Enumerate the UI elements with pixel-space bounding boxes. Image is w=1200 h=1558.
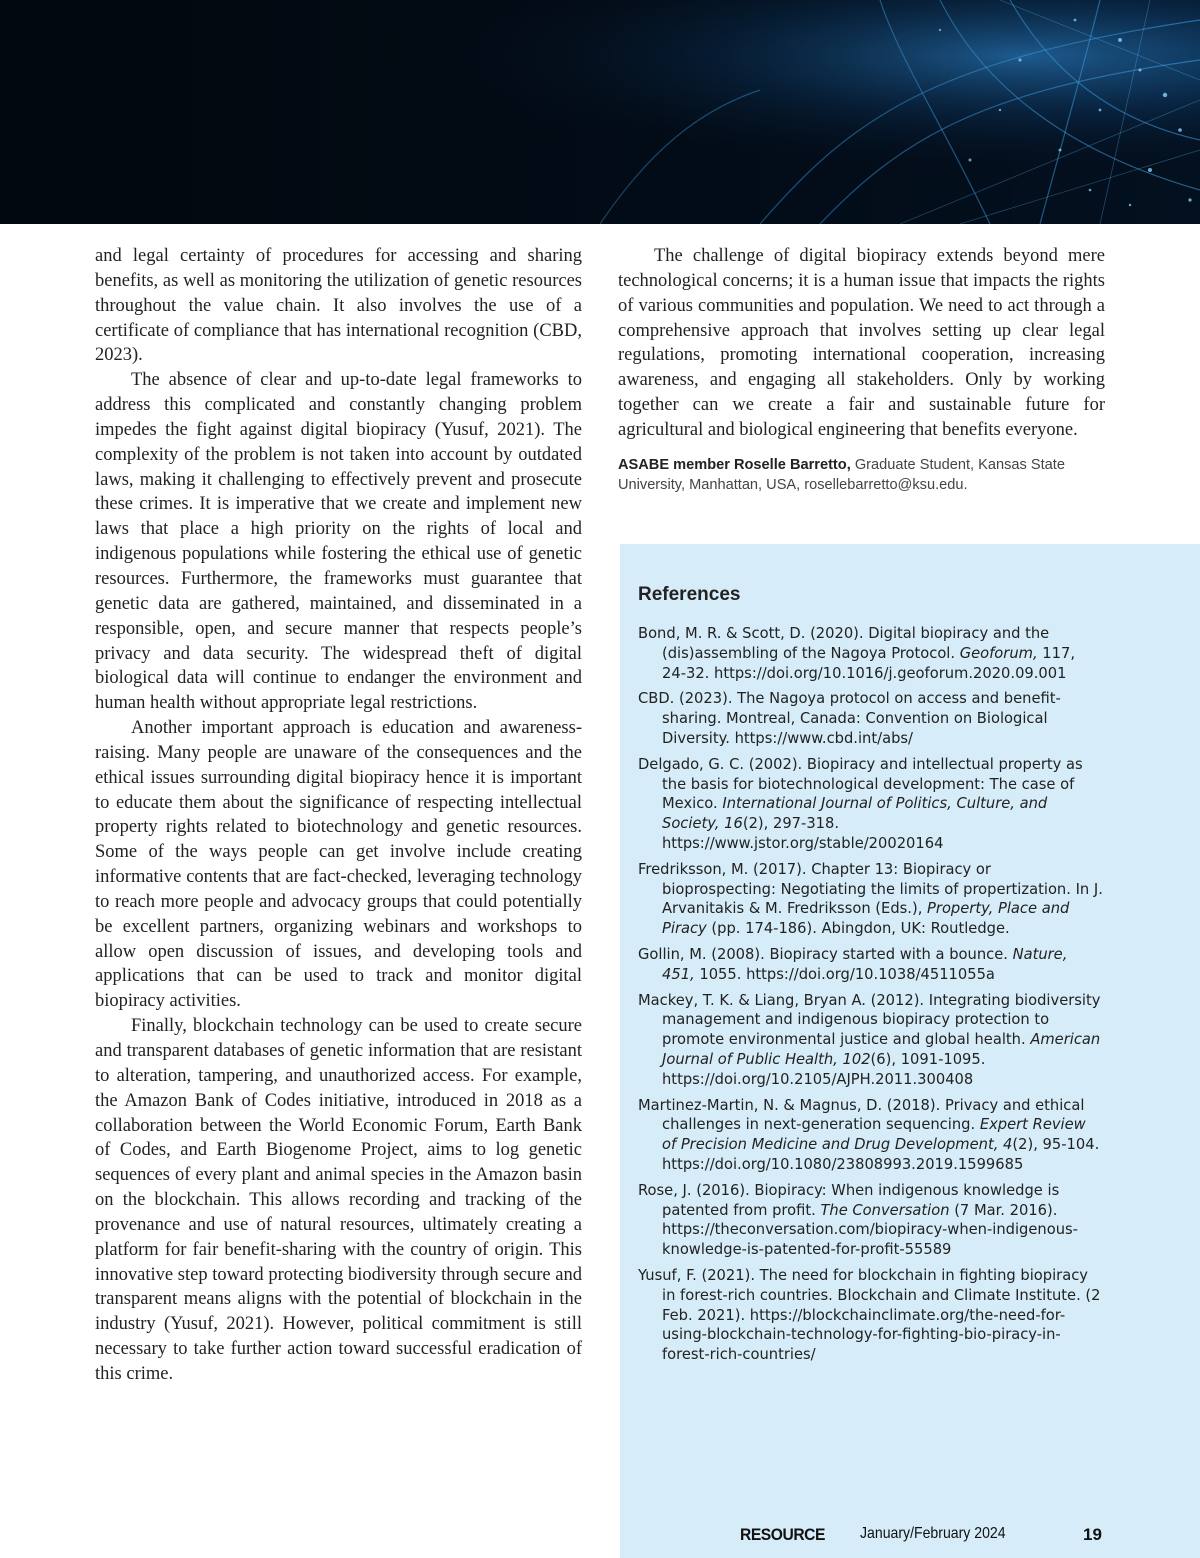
- reference-item: Bond, M. R. & Scott, D. (2020). Digital biopiracy and the (dis)assembling of the Nagoya Protocol. Geoforum, 117, 24-32. https://doi.org/10.1016/j.geoforum.2020.09.001: [638, 625, 1075, 682]
- reference-item: Yusuf, F. (2021). The need for blockchain in fighting biopiracy in forest-rich countries. Blockchain and Climate Institute. (2 Feb. 2021). https://blockchainclimate.org/the-need-for-using-blockchain-technology-for-fighting-bio-piracy-in-forest-rich-countries/: [638, 1266, 1101, 1364]
- body-paragraph: and legal certainty of procedures for accessing and sharing benefits, as well as monitoring the utilization of genetic resources throughout the value chain. It also involves the use of a certificate of compliance that has international recognition (CBD, 2023).: [95, 246, 582, 366]
- footer-magazine-name: RESOURCE: [740, 1525, 825, 1544]
- references-heading: References: [638, 584, 741, 605]
- references-list: [638, 624, 1103, 1365]
- body-paragraph: Another important approach is education and awareness-raising. Many people are unaware of the consequences and the ethical issues surrounding digital biopiracy hence it is important to educate them about the significance of respecting intellectual property rights related to biotechnology and genetic resources. Some of the ways people can get involve include creating informative contents that are fact-checked, leveraging technology to reach more people and advocacy groups that could potentially be excellent partners, organizing webinars and workshops to allow open discussion of issues, and developing tools and applications that can be used to track and monitor digital biopiracy activities.: [95, 718, 582, 1012]
- reference-item: Delgado, G. C. (2002). Biopiracy and intellectual property as the basis for biotechnological development: The case of Mexico. International Journal of Politics, Culture, and Society, 16(2), 297-318. https://www.jstor.org/stable/20020164: [638, 755, 1083, 852]
- references-section: [638, 584, 1103, 1371]
- body-paragraph: The absence of clear and up-to-date legal frameworks to address this complicated and constantly changing problem impedes the fight against digital biopiracy (Yusuf, 2021). The complexity of the problem is not taken into account by outdated laws, making it challenging to effectively prevent and prosecute these crimes. It is imperative that we create and implement new laws that place a high priority on the rights of local and indigenous populations while fostering the ethical use of genetic resources. Furthermore, the frameworks must guarantee that genetic data are gathered, maintained, and disseminated in a responsible, open, and secure manner that respects people’s privacy and data security. The widespread theft of digital biological data will continue to endanger the environment and human health without appropriate legal restrictions.: [95, 370, 582, 714]
- author-info: Graduate Student, Kansas State University, Manhattan, USA, rosellebarretto@ksu.edu.: [618, 456, 1065, 493]
- author-name: ASABE member Roselle Barretto,: [618, 456, 851, 473]
- footer-page-number: 19: [1083, 1525, 1102, 1544]
- body-paragraph: The challenge of digital biopiracy extends beyond mere technological concerns; it is a human issue that impacts the rights of various communities and population. We need to act through a comprehensive approach that involves setting up clear legal regulations, promoting international cooperation, increasing awareness, and engaging all stakeholders. Only by working together can we create a fair and sustainable future for agricultural and biological engineering that benefits everyone.: [618, 246, 1105, 440]
- reference-item: Mackey, T. K. & Liang, Bryan A. (2012). Integrating biodiversity management and indigenous biopiracy protection to promote environmental justice and global health. American Journal of Public Health, 102(6), 1091-1095. https://doi.org/10.2105/AJPH.2011.300408: [638, 991, 1101, 1088]
- article-left-column: [95, 244, 582, 1387]
- reference-item: Rose, J. (2016). Biopiracy: When indigenous knowledge is patented from profit. The Conversation (7 Mar. 2016). https://theconversation.com/biopiracy-when-indigenous-knowledge-is-patented-for-profit-55589: [638, 1181, 1078, 1259]
- reference-item: Fredriksson, M. (2017). Chapter 13: Biopiracy or bioprospecting: Negotiating the limits of propertization. In J. Arvanitakis & M. Fredriksson (Eds.), Property, Place and Piracy (pp. 174-186). Abingdon, UK: Routledge.: [638, 860, 1103, 938]
- reference-item: Martinez-Martin, N. & Magnus, D. (2018). Privacy and ethical challenges in next-generation sequencing. Expert Review of Precision Medicine and Drug Development, 4(2), 95-104. https://doi.org/10.1080/23808993.2019.1599685: [638, 1096, 1100, 1173]
- article-right-column: [618, 244, 1105, 495]
- reference-item: CBD. (2023). The Nagoya protocol on access and benefit-sharing. Montreal, Canada: Convention on Biological Diversity. https://www.cbd.int/abs/: [638, 690, 1061, 747]
- footer-issue-date: January/February 2024: [860, 1525, 1006, 1542]
- body-paragraph: Finally, blockchain technology can be used to create secure and transparent databases of genetic information that are resistant to alteration, tampering, and unauthorized access. For example, the Amazon Bank of Codes initiative, introduced in 2018 as a collaboration between the World Economic Forum, Earth Bank of Codes, and Earth Biogenome Project, aims to log genetic sequences of every plant and animal species in the Amazon basin on the blockchain. This allows recording and tracking of the provenance and use of natural resources, ultimately creating a platform for fair benefit-sharing with the country of origin. This innovative step toward protecting biodiversity through secure and transparent means aligns with the potential of blockchain in the industry (Yusuf, 2021). However, political commitment is still necessary to take further action toward successful eradication of this crime.: [95, 1016, 582, 1384]
- reference-item: Gollin, M. (2008). Biopiracy started with a bounce. Nature, 451, 1055. https://doi.org/10.1038/4511055a: [638, 945, 1068, 983]
- author-bio: [618, 455, 1105, 495]
- dna-helix-digital-image: [0, 0, 1200, 224]
